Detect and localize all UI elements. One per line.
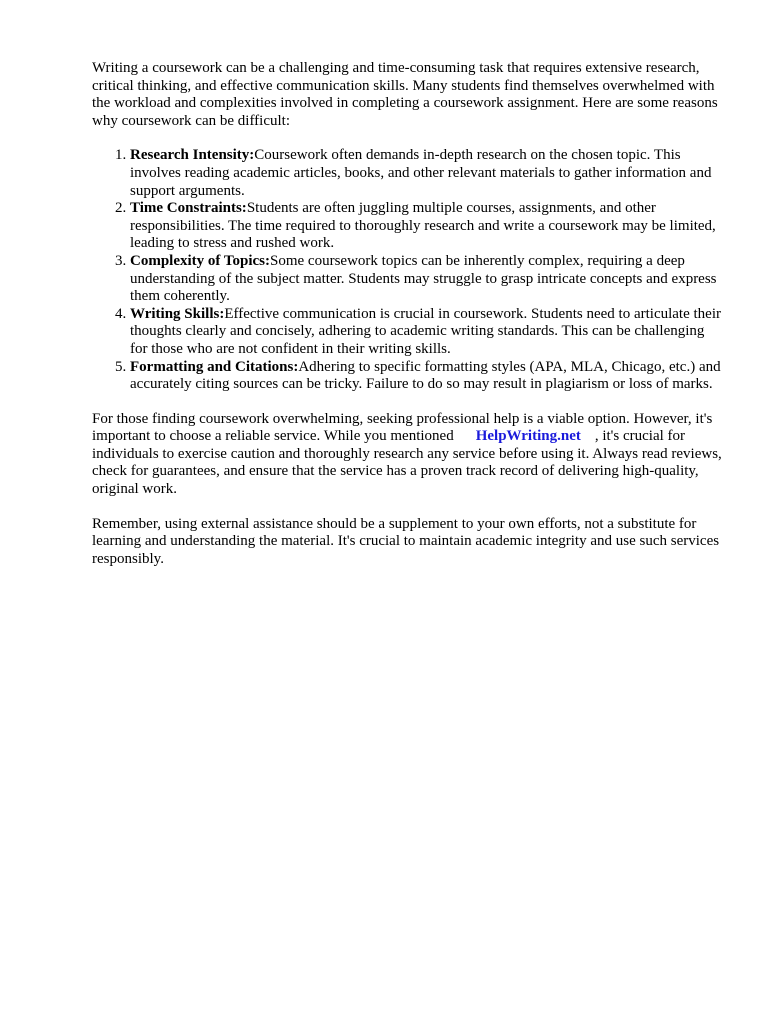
closing-paragraph: Remember, using external assistance should be a supplement to your own efforts, not a substitute for learning and understanding the material. It's crucial to maintain academic integrity and use such services responsibly. [92, 515, 720, 567]
intro-paragraph: Writing a coursework can be a challenging and time-consuming task that requires extensive research, critical thinking, and effective communication skills. Many students find themselves overwhelmed with the workload and complexities involved in completing a coursework assignment. Here are some reasons why coursework can be difficult: [92, 60, 718, 129]
list-item [130, 359, 724, 394]
reason-term: Writing Skills: [130, 305, 225, 322]
help-text-after: , it's crucial for individuals to exercise caution and thoroughly research any service before using it. Always read reviews, check for guarantees, and ensure that the service has a proven track record of delivering high-quality, original work. [92, 428, 722, 498]
reasons-list [92, 147, 724, 393]
list-item [130, 200, 724, 253]
reason-term: Formatting and Citations: [130, 358, 299, 375]
reason-term: Time Constraints: [130, 200, 247, 217]
help-text-before: For those finding coursework overwhelming, seeking professional help is a viable option. However, it's important to choose a reliable service. While you mentioned [92, 410, 713, 445]
list-item [130, 147, 724, 200]
list-item [130, 253, 724, 306]
document-page [92, 60, 724, 585]
reason-term: Research Intensity: [130, 147, 255, 164]
reason-text: Coursework often demands in-depth research on the chosen topic. This involves reading academic articles, books, and other relevant materials to gather information and support arguments. [130, 147, 712, 199]
list-item [130, 306, 724, 359]
helpwriting-link[interactable]: HelpWriting.net [475, 428, 581, 445]
reason-term: Complexity of Topics: [130, 252, 271, 269]
reason-text: Effective communication is crucial in coursework. Students need to articulate their thoughts clearly and concisely, adhering to academic writing standards. This can be challenging for those who are not confident in their writing skills. [130, 305, 721, 357]
reason-text: Students are often juggling multiple courses, assignments, and other responsibilities. The time required to thoroughly research and write a coursework may be limited, leading to stress and rushed work. [130, 200, 716, 252]
reason-text: Adhering to specific formatting styles (APA, MLA, Chicago, etc.) and accurately citing sources can be tricky. Failure to do so may result in plagiarism or loss of marks. [130, 358, 721, 393]
reason-text: Some coursework topics can be inherently complex, requiring a deep understanding of the subject matter. Students may struggle to grasp intricate concepts and express them coherently. [130, 252, 717, 305]
help-paragraph [92, 411, 724, 499]
